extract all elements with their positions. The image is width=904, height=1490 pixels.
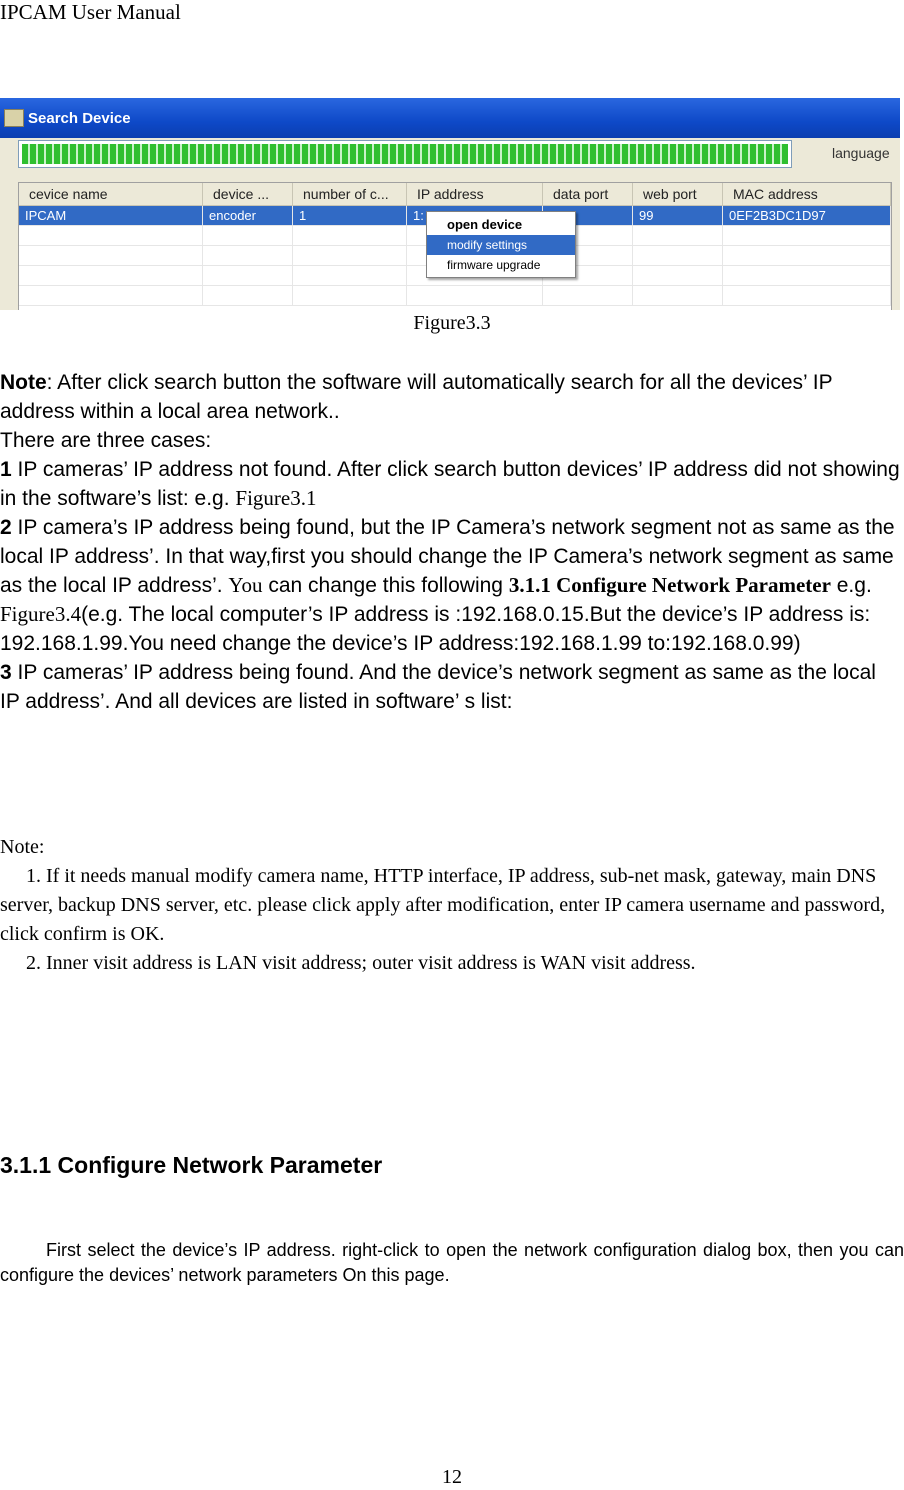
figure-caption: Figure3.3	[413, 312, 491, 334]
table-cell: 99	[633, 206, 723, 225]
note-text: : After click search button the software will automatically search for all the devices’ IP address within a local area network..	[0, 371, 833, 423]
table-cell	[19, 266, 203, 285]
figure-ref: Figure3.1	[235, 486, 317, 510]
note-label: Note	[0, 371, 47, 394]
table-cell	[407, 286, 543, 305]
table-row	[19, 286, 891, 306]
table-cell	[203, 266, 293, 285]
notes-label: Note:	[0, 836, 45, 858]
table-cell	[293, 246, 407, 265]
notes-block	[0, 833, 900, 978]
table-cell	[723, 226, 891, 245]
search-progress-bar	[18, 140, 792, 168]
case-text: can change this following	[262, 574, 509, 597]
section-ref: 3.1.1 Configure Network Parameter	[508, 573, 831, 597]
menu-item-open-device[interactable]: open device	[447, 217, 523, 232]
section-paragraph: First select the device’s IP address. right-click to open the network configuration dialog box, then you can configure the devices’ network parameters On this page.	[0, 1240, 904, 1285]
table-cell	[19, 226, 203, 245]
table-cell: 0EF2B3DC1D97	[723, 206, 891, 225]
table-cell	[19, 286, 203, 305]
case-number: 2	[0, 516, 12, 539]
column-header[interactable]: IP address	[407, 183, 543, 205]
progress-fill	[22, 144, 788, 164]
language-button[interactable]: language	[832, 145, 890, 161]
page-number: 12	[442, 1466, 462, 1488]
table-cell	[293, 226, 407, 245]
table-cell	[633, 226, 723, 245]
table-cell: 1:	[407, 206, 543, 225]
table-cell	[19, 246, 203, 265]
table-cell	[723, 286, 891, 305]
column-header[interactable]: web port	[633, 183, 723, 205]
case-text: IP cameras’ IP address being found. And the device’s network segment as same as the local IP address’. And all devices are listed in software’ s list:	[0, 661, 876, 713]
table-cell: IPCAM	[19, 206, 203, 225]
case-text: (e.g. The local computer’s IP address is :192.168.0.15.But the device’s IP address is: 192.168.1.99.You need change the device’s IP address:192.168.1.99 to:192.168.0.99)	[0, 603, 871, 655]
case-number: 3	[0, 661, 12, 684]
app-icon	[4, 109, 24, 127]
case-1	[0, 455, 900, 513]
case-text: IP camera’s IP address being found, but the IP Camera’s network segment not as same as the local IP address’. In that way,first you should change the IP Camera’s network segment as same as the local IP address’.	[0, 516, 895, 597]
column-header[interactable]: MAC address	[723, 183, 891, 205]
table-cell: encoder	[203, 206, 293, 225]
table-cell	[203, 286, 293, 305]
column-header[interactable]: data port	[543, 183, 633, 205]
table-cell	[203, 246, 293, 265]
case-text: e.g.	[830, 574, 872, 597]
section-heading: 3.1.1 Configure Network Parameter	[0, 1152, 383, 1178]
note-item-1: 1. If it needs manual modify camera name, HTTP interface, IP address, sub-net mask, gateway, main DNS server, backup DNS server, etc. please click apply after modification, enter IP camera username and password, click confirm is OK.	[0, 865, 886, 945]
note-paragraph	[0, 368, 900, 426]
table-cell	[633, 286, 723, 305]
menu-item-firmware-upgrade[interactable]: firmware upgrade	[447, 258, 541, 272]
table-cell	[723, 246, 891, 265]
table-cell	[723, 266, 891, 285]
table-cell	[293, 266, 407, 285]
table-cell	[203, 226, 293, 245]
case-text: IP cameras’ IP address not found. After click search button devices’ IP address did not showing in the software’s list: e.g.	[0, 458, 900, 510]
figure-ref: Figure3.4	[0, 602, 82, 626]
table-cell	[543, 286, 633, 305]
body-text	[0, 368, 900, 716]
case-2	[0, 513, 900, 658]
window-title: Search Device	[28, 109, 131, 127]
table-cell	[293, 286, 407, 305]
table-cell: 1	[293, 206, 407, 225]
table-cell	[633, 246, 723, 265]
table-header	[19, 183, 891, 206]
window-titlebar	[0, 98, 900, 138]
note-item-2: 2. Inner visit address is LAN visit address; outer visit address is WAN visit address.	[26, 952, 696, 974]
case-number: 1	[0, 458, 12, 481]
case-text: You	[228, 573, 263, 597]
menu-item-modify-settings[interactable]: modify settings	[427, 235, 575, 255]
page-header: IPCAM User Manual	[0, 0, 181, 24]
search-device-screenshot	[0, 98, 900, 310]
context-menu	[426, 211, 576, 278]
column-header[interactable]: number of c...	[293, 183, 407, 205]
column-header[interactable]: device ...	[203, 183, 293, 205]
case-3	[0, 658, 900, 716]
three-cases: There are three cases:	[0, 429, 212, 452]
column-header[interactable]: cevice name	[19, 183, 203, 205]
table-cell	[633, 266, 723, 285]
